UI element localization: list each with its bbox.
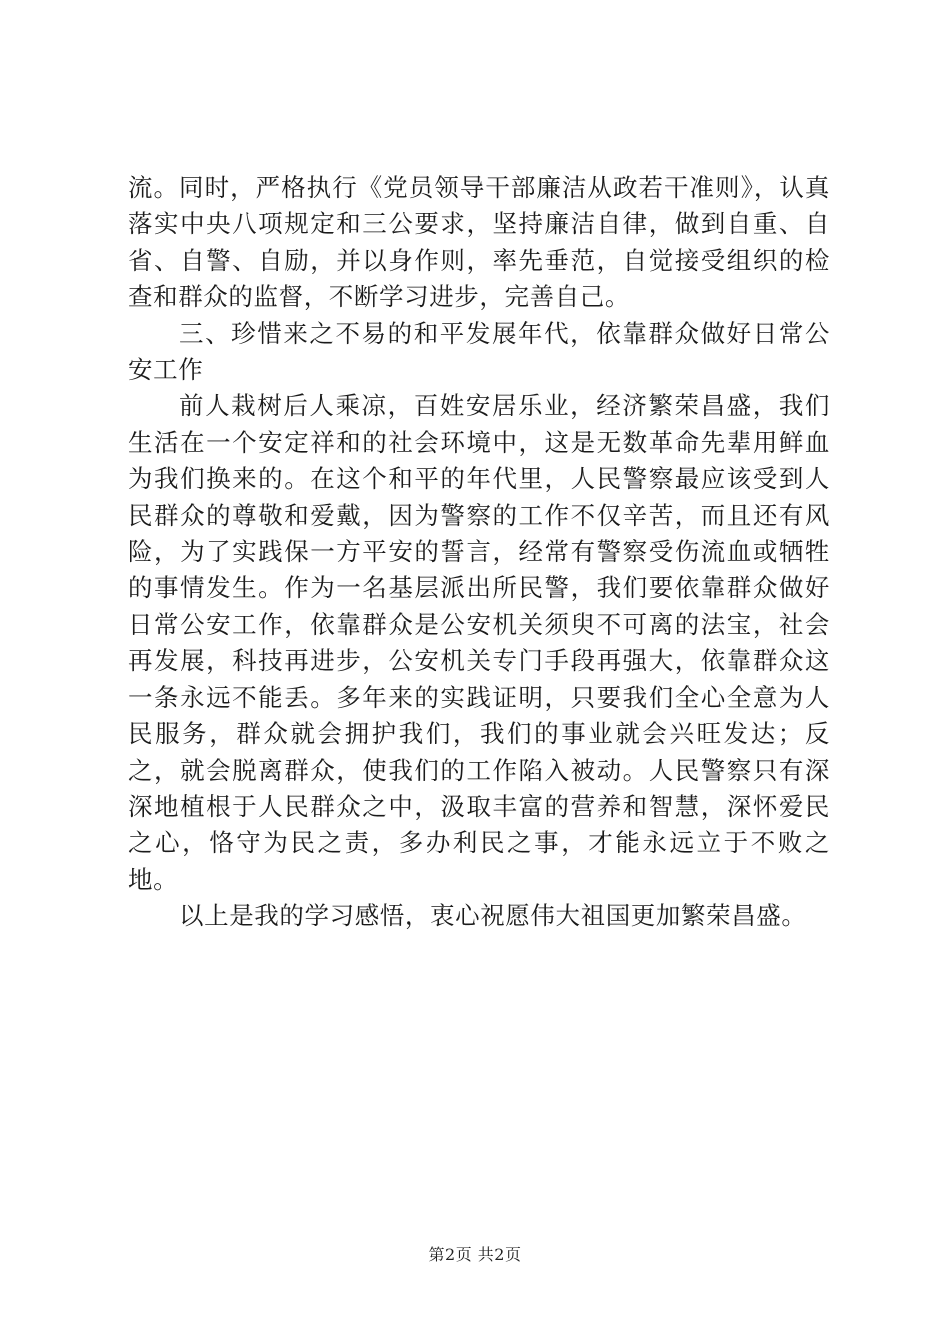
closing-paragraph: 以上是我的学习感悟，衷心祝愿伟大祖国更加繁荣昌盛。 — [179, 901, 807, 931]
paragraph: 前人栽树后人乘凉，百姓安居乐业，经济繁荣昌盛，我们生活在一个安定祥和的社会环境中，这是无数革命先辈用鲜血为我们换来的。在这个和平的年代里，人民警察最应该受到人民群众的尊敬和爱戴，因为警察的工作不仅辛苦，而且还有风险，为了实践保一方平安的誓言，经常有警察受伤流血或牺牲的事情发生。作为一名基层派出所民警，我们要依靠群众做好日常公安工作，依靠群众是公安机关须臾不可离的法宝，社会再发展，科技再进步，公安机关专门手段再强大，依靠群众这一条永远不能丢。多年来的实践证明，只要我们全心全意为人民服务，群众就会拥护我们，我们的事业就会兴旺发达；反之，就会脱离群众，使我们的工作陷入被动。人民警察只有深深地植根于人民群众之中，汲取丰富的营养和智慧，深怀爱民之心，恪守为民之责，多办利民之事，才能永远立于不败之地。 — [128, 391, 830, 894]
section-heading: 三、珍惜来之不易的和平发展年代，依靠群众做好日常公安工作 — [128, 318, 830, 385]
paragraph-continuation: 流。同时，严格执行《党员领导干部廉洁从政若干准则》，认真落实中央八项规定和三公要求，坚持廉洁自律，做到自重、自省、自警、自励，并以身作则，率先垂范，自觉接受组织的检查和群众的监督，不断学习进步，完善自己。 — [128, 173, 830, 312]
document-body — [128, 170, 830, 935]
page-number-footer: 第2页 共2页 — [428, 1245, 522, 1264]
